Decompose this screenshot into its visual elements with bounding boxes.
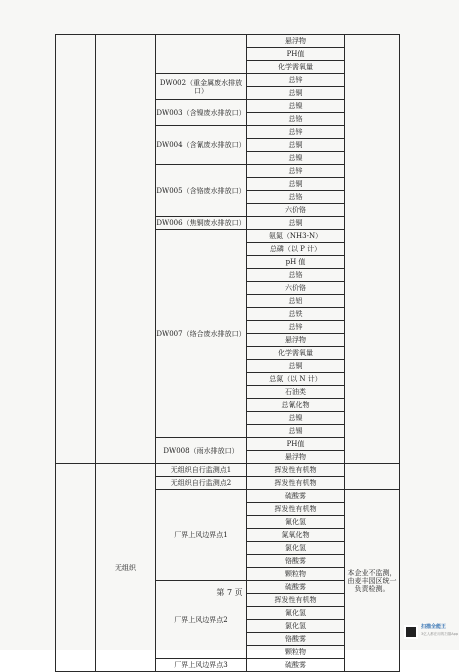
item-cell: 颗粒物 [247, 568, 345, 581]
item-cell: 铬酸雾 [247, 633, 345, 646]
brand-name: 扫描全能王 [421, 624, 447, 630]
item-cell: 颗粒物 [247, 646, 345, 659]
item-cell: 化学需氧量 [247, 61, 345, 74]
upwind-point-2: 厂界上风边界点2 [156, 581, 247, 659]
item-cell: 铬酸雾 [247, 555, 345, 568]
item-cell: 硫酸雾 [247, 659, 345, 672]
item-cell: 氯化氢 [247, 542, 345, 555]
item-cell: 总铝 [247, 295, 345, 308]
item-cell: 悬浮物 [247, 334, 345, 347]
item-cell: 氰化氢 [247, 607, 345, 620]
item-cell: 六价铬 [247, 204, 345, 217]
item-cell: 硫酸雾 [247, 581, 345, 594]
item-cell: 硫酸雾 [247, 490, 345, 503]
note-blank-cell-2 [345, 464, 400, 490]
outlet-dw006: DW006（焦铜废水排放口） [156, 217, 247, 230]
outlet-dw004: DW004（含氰废水排放口） [156, 126, 247, 165]
item-cell: 总氮（以 N 计） [247, 373, 345, 386]
item-cell: 总铜 [247, 87, 345, 100]
qr-code-icon [404, 625, 418, 639]
left-blank-cell [56, 35, 96, 464]
item-cell: 化学需氧量 [247, 347, 345, 360]
item-cell: 挥发性有机物 [247, 477, 345, 490]
item-cell: 总锌 [247, 165, 345, 178]
monitoring-note: 本企业不监测，由麦丰园区统一负责检测。 [345, 490, 400, 672]
page-number: 第 7 页 [216, 588, 243, 597]
item-cell: 总磷（以 P 计） [247, 243, 345, 256]
item-cell: 挥发性有机物 [247, 594, 345, 607]
item-cell: 总锡 [247, 425, 345, 438]
item-cell: 悬浮物 [247, 451, 345, 464]
monitoring-table [55, 34, 400, 672]
outlet-dw003: DW003（含镍废水排放口） [156, 100, 247, 126]
outlet-dw005: DW005（含铬废水排放口） [156, 165, 247, 217]
item-cell: 总镍 [247, 412, 345, 425]
point-2: 无组织自行监测点2 [156, 477, 247, 490]
item-cell: 六价铬 [247, 282, 345, 295]
item-cell: 氨氮（NH3-N） [247, 230, 345, 243]
left-blank-cell-2 [56, 464, 96, 672]
scanner-watermark [421, 624, 458, 638]
item-cell: 氯化氢 [247, 620, 345, 633]
item-cell: 总锌 [247, 321, 345, 334]
upwind-point-3: 厂界上风边界点3 [156, 659, 247, 672]
brand-tagline: 3亿人都在用的扫描App [421, 632, 459, 636]
upwind-point-1: 厂界上风边界点1 [156, 490, 247, 581]
item-cell: 氮氧化物 [247, 529, 345, 542]
item-cell: 总铜 [247, 178, 345, 191]
item-cell: 石油类 [247, 386, 345, 399]
item-cell: 总铜 [247, 217, 345, 230]
point-1: 无组织自行监测点1 [156, 464, 247, 477]
outlet-dw007: DW007（络合废水排放口） [156, 230, 247, 438]
item-cell: 总铁 [247, 308, 345, 321]
category-unorganized: 无组织 [96, 464, 156, 672]
item-cell: 挥发性有机物 [247, 464, 345, 477]
item-cell: 挥发性有机物 [247, 503, 345, 516]
item-cell: 总铜 [247, 360, 345, 373]
item-cell: pH 值 [247, 256, 345, 269]
item-cell: 总锌 [247, 126, 345, 139]
item-cell: PH值 [247, 438, 345, 451]
item-cell: 总镍 [247, 100, 345, 113]
outlet-continued-cell [156, 35, 247, 74]
item-cell: 总镍 [247, 152, 345, 165]
item-cell: 总铜 [247, 139, 345, 152]
item-cell: 悬浮物 [247, 35, 345, 48]
outlet-dw002: DW002（重金属废水排放口） [156, 74, 247, 100]
outlet-dw008: DW008（雨水排放口） [156, 438, 247, 464]
item-cell: 总锌 [247, 74, 345, 87]
item-cell: 总铬 [247, 269, 345, 282]
item-cell: 总铬 [247, 191, 345, 204]
item-cell: PH值 [247, 48, 345, 61]
category-blank-cell [96, 35, 156, 464]
item-cell: 氰化氢 [247, 516, 345, 529]
item-cell: 总铬 [247, 113, 345, 126]
note-blank-cell [345, 35, 400, 464]
item-cell: 总氰化物 [247, 399, 345, 412]
